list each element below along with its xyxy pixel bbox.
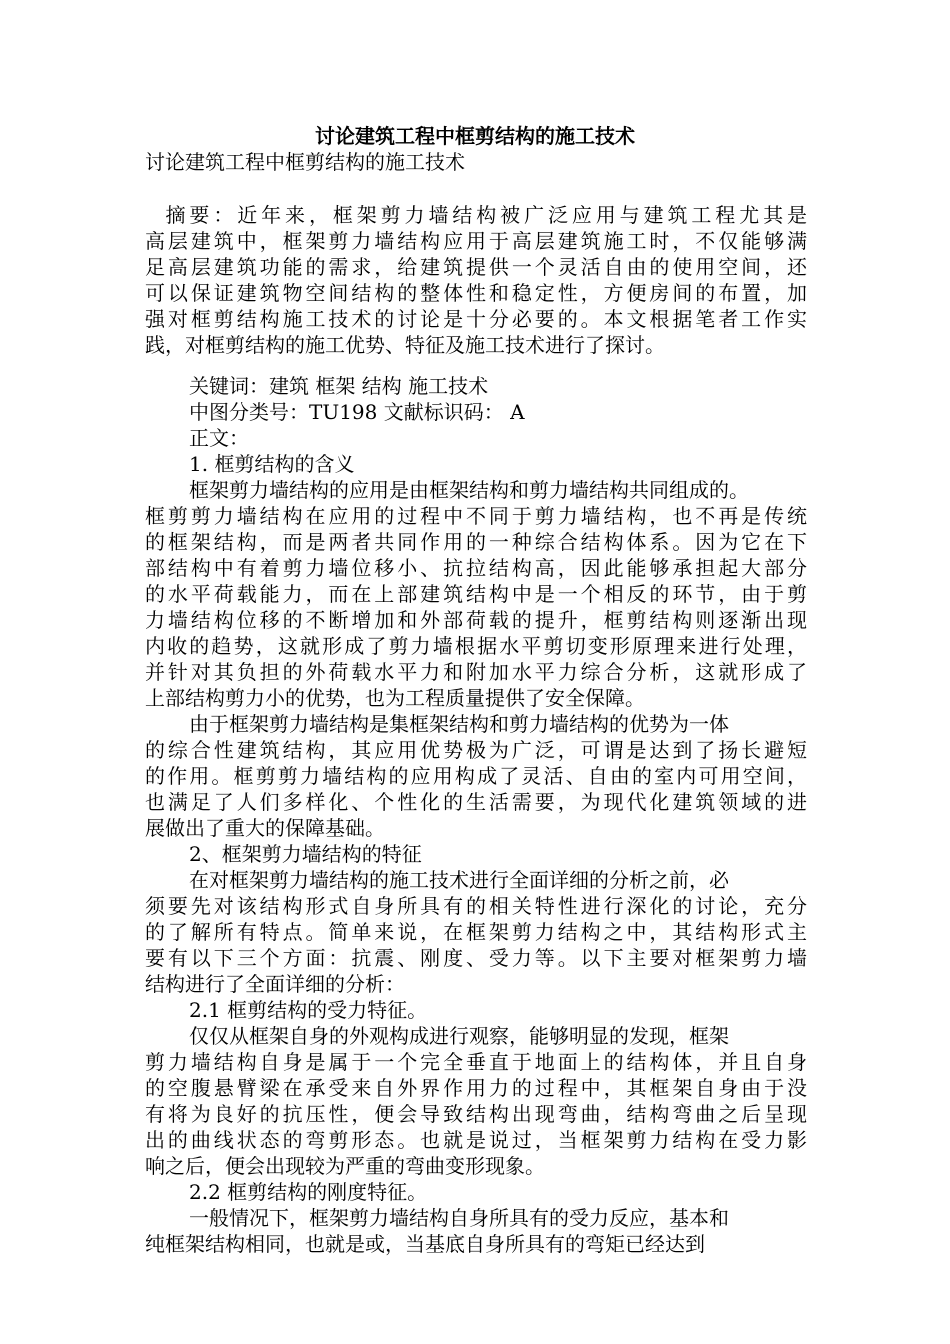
paragraph-line: 展做出了重大的保障基础。 (145, 816, 385, 840)
paragraph-line: 的综合性建筑结构，其应用优势极为广泛，可谓是达到了扬长避短 (145, 738, 807, 762)
paragraph-line: 一般情况下，框架剪力墙结构自身所具有的受力反应，基本和 (189, 1206, 729, 1230)
abstract-line: 高层建筑中，框架剪力墙结构应用于高层建筑施工时，不仅能够满 (145, 229, 807, 253)
body-label: 正文： (189, 426, 249, 450)
document-title: 讨论建筑工程中框剪结构的施工技术 (315, 124, 635, 148)
paragraph-line: 内收的趋势，这就形成了剪力墙根据水平剪切变形原理来进行处理， (145, 634, 807, 658)
paragraph-line: 部结构中有着剪力墙位移小、抗拉结构高，因此能够承担起大部分 (145, 556, 807, 580)
paragraph-line: 的作用。框剪剪力墙结构的应用构成了灵活、自由的室内可用空间， (145, 764, 807, 788)
paragraph-line: 出的曲线状态的弯剪形态。也就是说过，当框架剪力结构在受力影 (145, 1128, 807, 1152)
subsection-heading: 2.2 框剪结构的刚度特征。 (189, 1180, 428, 1204)
abstract-line: 摘要：近年来，框架剪力墙结构被广泛应用与建筑工程尤其是 (145, 203, 807, 227)
paragraph-line: 并针对其负担的外荷载水平力和附加水平力综合分析，这就形成了 (145, 660, 807, 684)
paragraph-line: 有将为良好的抗压性，便会导致结构出现弯曲，结构弯曲之后呈现 (145, 1102, 807, 1126)
paragraph-line: 也满足了人们多样化、个性化的生活需要，为现代化建筑领域的进 (145, 790, 807, 814)
section-heading: 1. 框剪结构的含义 (189, 452, 355, 476)
subsection-heading: 2.1 框剪结构的受力特征。 (189, 998, 428, 1022)
paragraph-line: 结构进行了全面详细的分析： (145, 972, 405, 996)
paragraph-line: 要有以下三个方面：抗震、刚度、受力等。以下主要对框架剪力墙 (145, 946, 807, 970)
paragraph-line: 由于框架剪力墙结构是集框架结构和剪力墙结构的优势为一体 (189, 712, 729, 736)
abstract-line: 强对框剪结构施工技术的讨论是十分必要的。本文根据笔者工作实 (145, 307, 807, 331)
paragraph-line: 仅仅从框架自身的外观构成进行观察，能够明显的发现，框架 (189, 1024, 729, 1048)
paragraph-line: 的水平荷载能力，而在上部建筑结构中是一个相反的环节，由于剪 (145, 582, 807, 606)
paragraph-line: 框架剪力墙结构的应用是由框架结构和剪力墙结构共同组成的。 (189, 478, 749, 502)
abstract-line: 可以保证建筑物空间结构的整体性和稳定性，方便房间的布置，加 (145, 281, 807, 305)
paragraph-line: 响之后，便会出现较为严重的弯曲变形现象。 (145, 1154, 545, 1178)
section-heading: 2、框架剪力墙结构的特征 (189, 842, 422, 866)
paragraph-line: 在对框架剪力墙结构的施工技术进行全面详细的分析之前，必 (189, 868, 729, 892)
paragraph-line: 剪力墙结构自身是属于一个完全垂直于地面上的结构体，并且自身 (145, 1050, 807, 1074)
paragraph-line: 的框架结构，而是两者共同作用的一种综合结构体系。因为它在下 (145, 530, 807, 554)
keywords-line: 关键词：建筑 框架 结构 施工技术 (189, 374, 489, 398)
abstract-line: 践，对框剪结构的施工优势、特征及施工技术进行了探讨。 (145, 333, 665, 357)
subtitle-line: 讨论建筑工程中框剪结构的施工技术 (145, 150, 465, 174)
classification-line: 中图分类号：TU198 文献标识码： A (189, 400, 525, 424)
paragraph-line: 的空腹悬臂梁在承受来自外界作用力的过程中，其框架自身由于没 (145, 1076, 807, 1100)
abstract-line: 足高层建筑功能的需求，给建筑提供一个灵活自由的使用空间，还 (145, 255, 807, 279)
paragraph-line: 框剪剪力墙结构在应用的过程中不同于剪力墙结构，也不再是传统 (145, 504, 807, 528)
paragraph-line: 上部结构剪力小的优势，也为工程质量提供了安全保障。 (145, 686, 645, 710)
paragraph-line: 力墙结构位移的不断增加和外部荷载的提升，框剪结构则逐渐出现 (145, 608, 807, 632)
paragraph-line: 纯框架结构相同，也就是或，当基底自身所具有的弯矩已经达到 (145, 1232, 705, 1256)
paragraph-line: 须要先对该结构形式自身所具有的相关特性进行深化的讨论，充分 (145, 894, 807, 918)
paragraph-line: 的了解所有特点。简单来说，在框架剪力结构之中，其结构形式主 (145, 920, 807, 944)
